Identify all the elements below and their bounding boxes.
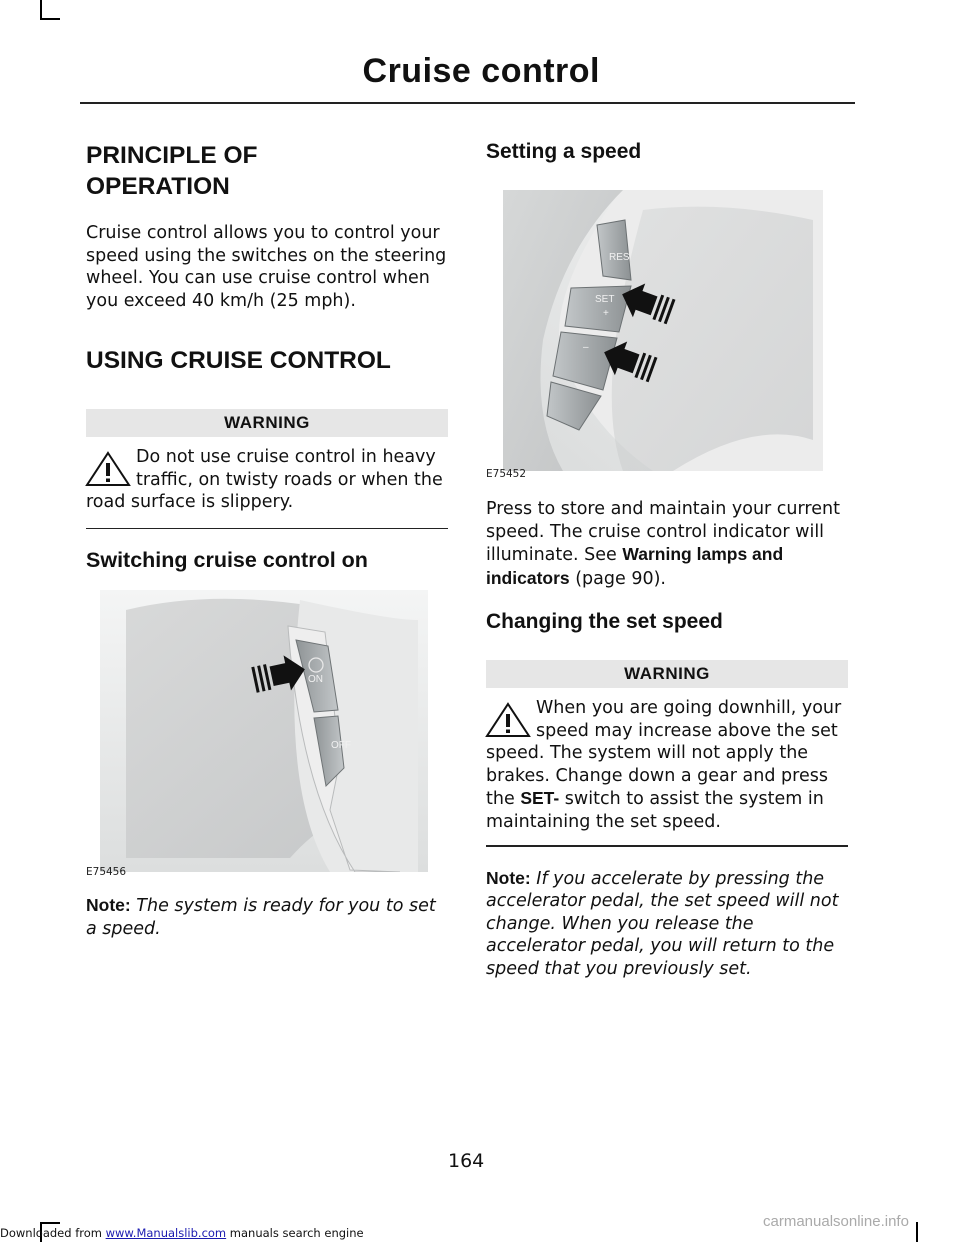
- warning-rule: [86, 528, 448, 530]
- crop-mark-top-left-v: [40, 0, 42, 20]
- on-switch-label: ON: [308, 674, 323, 685]
- res-switch-label: RES: [609, 252, 630, 263]
- right-column-body: [486, 498, 848, 980]
- warning-box: [86, 446, 448, 514]
- warning-bar: WARNING: [486, 660, 848, 688]
- changing-heading: Changing the set speed: [486, 610, 723, 633]
- note-label: Note:: [86, 895, 131, 915]
- set-minus-label: –: [583, 342, 589, 353]
- set-minus-switch-ref: SET-: [520, 788, 560, 808]
- warning-text: Do not use cruise control in heavy traffic, on twisty roads or when the road surface is slippery.: [86, 447, 443, 512]
- warning-box: When you are going downhill, your speed may increase above the set speed. The system will not apply the brakes. Change down a gear and press the SET- switch to assist the system in maintaining the set speed.: [486, 698, 842, 832]
- steering-wheel-set-res-figure: [503, 190, 823, 471]
- manualslib-link[interactable]: www.Manualslib.com: [105, 1226, 227, 1240]
- figure-code-left: E75456: [86, 866, 127, 878]
- principle-text: Cruise control allows you to control your speed using the switches on the steering wheel. You can use cruise control when you exceed 40 km/h (25 mph).: [86, 223, 447, 311]
- page-title: Cruise control: [362, 52, 600, 90]
- setting-heading: Setting a speed: [486, 140, 642, 163]
- set-switch-label: SET: [595, 294, 615, 305]
- title-rule: [80, 102, 855, 104]
- crop-mark-top-left-h: [40, 18, 60, 20]
- warning-triangle-icon: [484, 701, 532, 739]
- off-switch-label: OFF: [331, 740, 351, 751]
- page-number: 164: [448, 1150, 485, 1172]
- note-text: If you accelerate by pressing the accelerator pedal, the set speed will not change. When you release the accelerator pedal, you will return to the speed that you previously set.: [486, 868, 839, 979]
- watermark: carmanualsonline.info: [763, 1213, 909, 1230]
- setting-text: Press to store and maintain your current speed. The cruise control indicator will illuminate. See Warning lamps and indicators (page 90).: [486, 499, 840, 589]
- principle-heading: PRINCIPLE OF OPERATION: [86, 142, 258, 200]
- left-column: [86, 140, 448, 574]
- steering-wheel-on-off-figure: [100, 590, 428, 872]
- crop-mark-bottom-left-h: [40, 1222, 60, 1224]
- right-column-top: [486, 138, 848, 166]
- figure-code-right: E75452: [486, 468, 527, 480]
- note-text: The system is ready for you to set a speed.: [86, 896, 436, 939]
- left-note: [86, 894, 448, 940]
- using-heading: USING CRUISE CONTROL: [86, 347, 391, 374]
- warning-triangle-icon: [84, 450, 132, 488]
- warning-lamps-link[interactable]: Warning lamps and indicators: [486, 544, 784, 588]
- set-plus-label: +: [603, 308, 609, 319]
- footer-prefix: Downloaded from: [0, 1226, 106, 1240]
- switching-heading: Switching cruise control on: [86, 548, 368, 572]
- footer-suffix: manuals search engine: [226, 1226, 364, 1240]
- note-label: Note:: [486, 867, 531, 888]
- warning-rule: [486, 845, 848, 847]
- warning-bar: WARNING: [86, 409, 448, 437]
